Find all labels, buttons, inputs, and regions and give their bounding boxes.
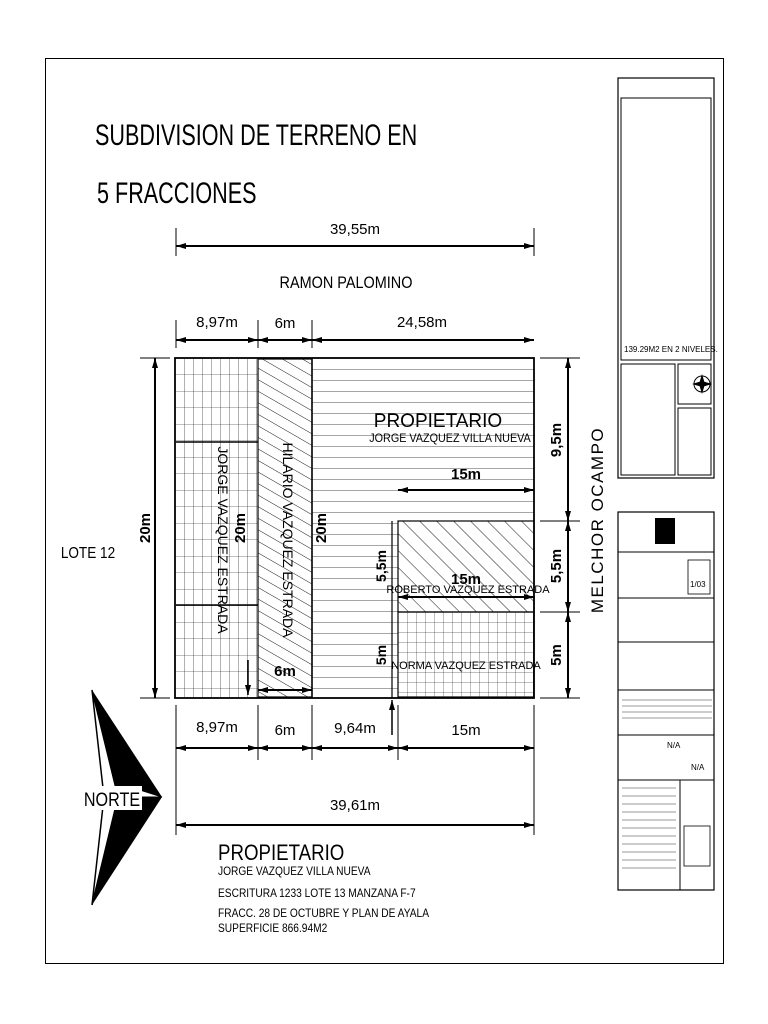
owner-area: SUPERFICIE 866.94M2	[218, 922, 328, 936]
top-total-dimension	[176, 221, 534, 256]
dim-top-left: 8,97m	[196, 314, 238, 331]
dim-left-height: 20m	[137, 512, 154, 544]
dim-inner-5: 5m	[373, 644, 389, 666]
title-line-1: SUBDIVISION DE TERRENO EN	[95, 117, 418, 152]
title-block-note: 139.29M2 EN 2 NIVELES.	[624, 345, 718, 354]
north-neighbor: RAMON PALOMINO	[279, 273, 413, 293]
dim-inner-height-1: 20m	[232, 512, 249, 544]
dim-bottom-a: 8,97m	[196, 719, 238, 736]
dim-bottom-d: 15m	[451, 722, 481, 739]
fraction-1-owner: JORGE VAZQUEZ ESTRADA	[215, 446, 231, 634]
dim-right-top: 9,5m	[548, 422, 565, 458]
dim-bottom-c: 9,64m	[334, 720, 376, 737]
fraction-5-owner: NORMA VAZQUEZ ESTRADA	[391, 660, 541, 672]
dim-right-mid: 5,5m	[548, 548, 565, 584]
bottom-segment-dimensions	[176, 700, 534, 760]
fraction-4-area	[398, 521, 534, 612]
owner-label: PROPIETARIO	[218, 841, 345, 866]
dim-inner-15-lower: 15m	[450, 571, 482, 588]
owner-subdivision: FRACC. 28 DE OCTUBRE Y PLAN DE AYALA	[218, 907, 430, 921]
west-neighbor: LOTE 12	[60, 545, 116, 563]
title-block-na-2: N/A	[691, 763, 705, 772]
title-block-sheet: 1/03	[690, 580, 706, 589]
dim-inner-15-upper: 15m	[450, 466, 482, 483]
bottom-total-dimension	[176, 760, 534, 835]
fraction-3-label: PROPIETARIO	[373, 411, 503, 432]
fraction-3b-area	[312, 521, 398, 697]
title-line-2: 5 FRACCIONES	[97, 175, 257, 210]
dim-inner-5-5: 5,5m	[373, 550, 389, 582]
top-segment-dimensions	[176, 314, 534, 348]
dim-top-mid: 6m	[274, 315, 296, 332]
dim-top-right: 24,58m	[396, 314, 448, 331]
left-height-dimension	[137, 358, 170, 698]
fraction-5-area	[398, 612, 534, 697]
dim-inner-6: 6m	[274, 663, 296, 680]
fraction-4-owner: ROBERTO VAZQUEZ ESTRADA	[386, 584, 550, 596]
fraction-3-owner: JORGE VAZQUEZ VILLA NUEVA	[369, 432, 531, 446]
dim-inner-height-2: 20m	[313, 512, 330, 544]
dim-right-bottom: 5m	[548, 644, 565, 666]
title-block-na-1: N/A	[667, 741, 681, 750]
dim-bottom-b: 6m	[274, 722, 296, 739]
north-arrow-label: NORTE	[83, 788, 141, 811]
right-dimensions	[540, 358, 580, 698]
east-neighbor: MELCHOR OCAMPO	[588, 426, 607, 614]
dim-bottom-total: 39,61m	[329, 797, 381, 814]
fraction-2-owner: HILARIO VAZQUEZ ESTRADA	[280, 442, 296, 638]
dim-top-total: 39,55m	[329, 221, 381, 238]
owner-deed: ESCRITURA 1233 LOTE 13 MANZANA F-7	[218, 887, 416, 901]
title-block	[618, 78, 718, 890]
owner-name: JORGE VAZQUEZ VILLA NUEVA	[218, 865, 371, 879]
